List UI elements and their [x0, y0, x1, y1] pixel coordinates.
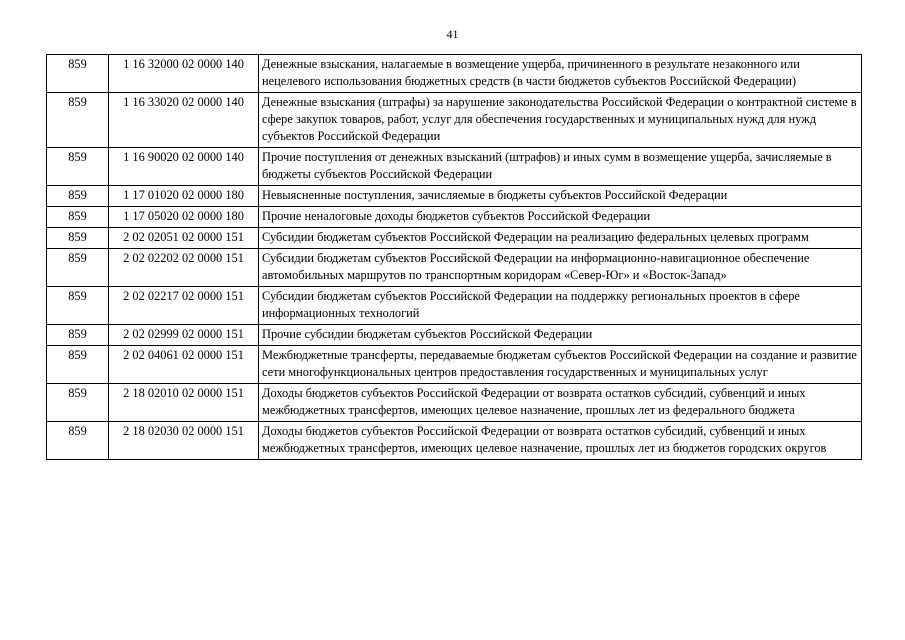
admin-code-cell: 859: [47, 325, 109, 346]
revenue-name-cell: Субсидии бюджетам субъектов Российской Федерации на информационно-навигационное обеспечение автомобильных маршрутов по транспортным коридорам «Север-Юг» и «Восток-Запад»: [259, 249, 862, 287]
table-row: [47, 55, 862, 93]
table-row: [47, 384, 862, 422]
admin-code-cell: 859: [47, 148, 109, 186]
table-row: [47, 422, 862, 460]
revenue-name-cell: Денежные взыскания (штрафы) за нарушение законодательства Российской Федерации о контрактной системе в сфере закупок товаров, работ, услуг для обеспечения государственных и муниципальных нужд для нужд субъектов Российской Федерации: [259, 93, 862, 148]
table-row: [47, 186, 862, 207]
table-row: [47, 207, 862, 228]
revenue-name-cell: Денежные взыскания, налагаемые в возмещение ущерба, причиненного в результате незаконного или нецелевого использования бюджетных средств (в части бюджетов субъектов Российской Федерации): [259, 55, 862, 93]
table-row: [47, 287, 862, 325]
table-row: [47, 249, 862, 287]
admin-code-cell: 859: [47, 422, 109, 460]
admin-code-cell: 859: [47, 287, 109, 325]
admin-code-cell: 859: [47, 55, 109, 93]
budget-classification-code-cell: 2 02 04061 02 0000 151: [109, 346, 259, 384]
table-row: [47, 93, 862, 148]
admin-code-cell: 859: [47, 346, 109, 384]
budget-classification-code-cell: 1 16 90020 02 0000 140: [109, 148, 259, 186]
budget-classification-code-cell: 2 18 02030 02 0000 151: [109, 422, 259, 460]
budget-classification-code-cell: 1 17 01020 02 0000 180: [109, 186, 259, 207]
table-row: [47, 325, 862, 346]
revenue-name-cell: Прочие поступления от денежных взысканий (штрафов) и иных сумм в возмещение ущерба, зачисляемые в бюджеты субъектов Российской Федерации: [259, 148, 862, 186]
table-row: [47, 148, 862, 186]
budget-classification-code-cell: 1 16 33020 02 0000 140: [109, 93, 259, 148]
admin-code-cell: 859: [47, 249, 109, 287]
budget-revenue-table: [46, 54, 862, 460]
budget-classification-code-cell: 1 16 32000 02 0000 140: [109, 55, 259, 93]
revenue-name-cell: Субсидии бюджетам субъектов Российской Федерации на реализацию федеральных целевых программ: [259, 228, 862, 249]
revenue-name-cell: Прочие неналоговые доходы бюджетов субъектов Российской Федерации: [259, 207, 862, 228]
revenue-name-cell: Доходы бюджетов субъектов Российской Федерации от возврата остатков субсидий, субвенций и иных межбюджетных трансфертов, имеющих целевое назначение, прошлых лет из федерального бюджета: [259, 384, 862, 422]
revenue-name-cell: Невыясненные поступления, зачисляемые в бюджеты субъектов Российской Федерации: [259, 186, 862, 207]
budget-classification-code-cell: 2 02 02202 02 0000 151: [109, 249, 259, 287]
budget-classification-code-cell: 1 17 05020 02 0000 180: [109, 207, 259, 228]
revenue-name-cell: Субсидии бюджетам субъектов Российской Федерации на поддержку региональных проектов в сфере информационных технологий: [259, 287, 862, 325]
admin-code-cell: 859: [47, 93, 109, 148]
admin-code-cell: 859: [47, 384, 109, 422]
budget-classification-code-cell: 2 02 02217 02 0000 151: [109, 287, 259, 325]
revenue-name-cell: Доходы бюджетов субъектов Российской Федерации от возврата остатков субсидий, субвенций и иных межбюджетных трансфертов, имеющих целевое назначение, прошлых лет из бюджетов городских округов: [259, 422, 862, 460]
table-row: [47, 346, 862, 384]
admin-code-cell: 859: [47, 207, 109, 228]
table-row: [47, 228, 862, 249]
revenue-name-cell: Межбюджетные трансферты, передаваемые бюджетам субъектов Российской Федерации на создание и развитие сети многофункциональных центров предоставления государственных и муниципальных услуг: [259, 346, 862, 384]
table-body: [47, 55, 862, 460]
admin-code-cell: 859: [47, 186, 109, 207]
budget-classification-code-cell: 2 02 02051 02 0000 151: [109, 228, 259, 249]
revenue-name-cell: Прочие субсидии бюджетам субъектов Российской Федерации: [259, 325, 862, 346]
page-number: 41: [446, 27, 459, 41]
budget-classification-code-cell: 2 18 02010 02 0000 151: [109, 384, 259, 422]
budget-classification-code-cell: 2 02 02999 02 0000 151: [109, 325, 259, 346]
admin-code-cell: 859: [47, 228, 109, 249]
